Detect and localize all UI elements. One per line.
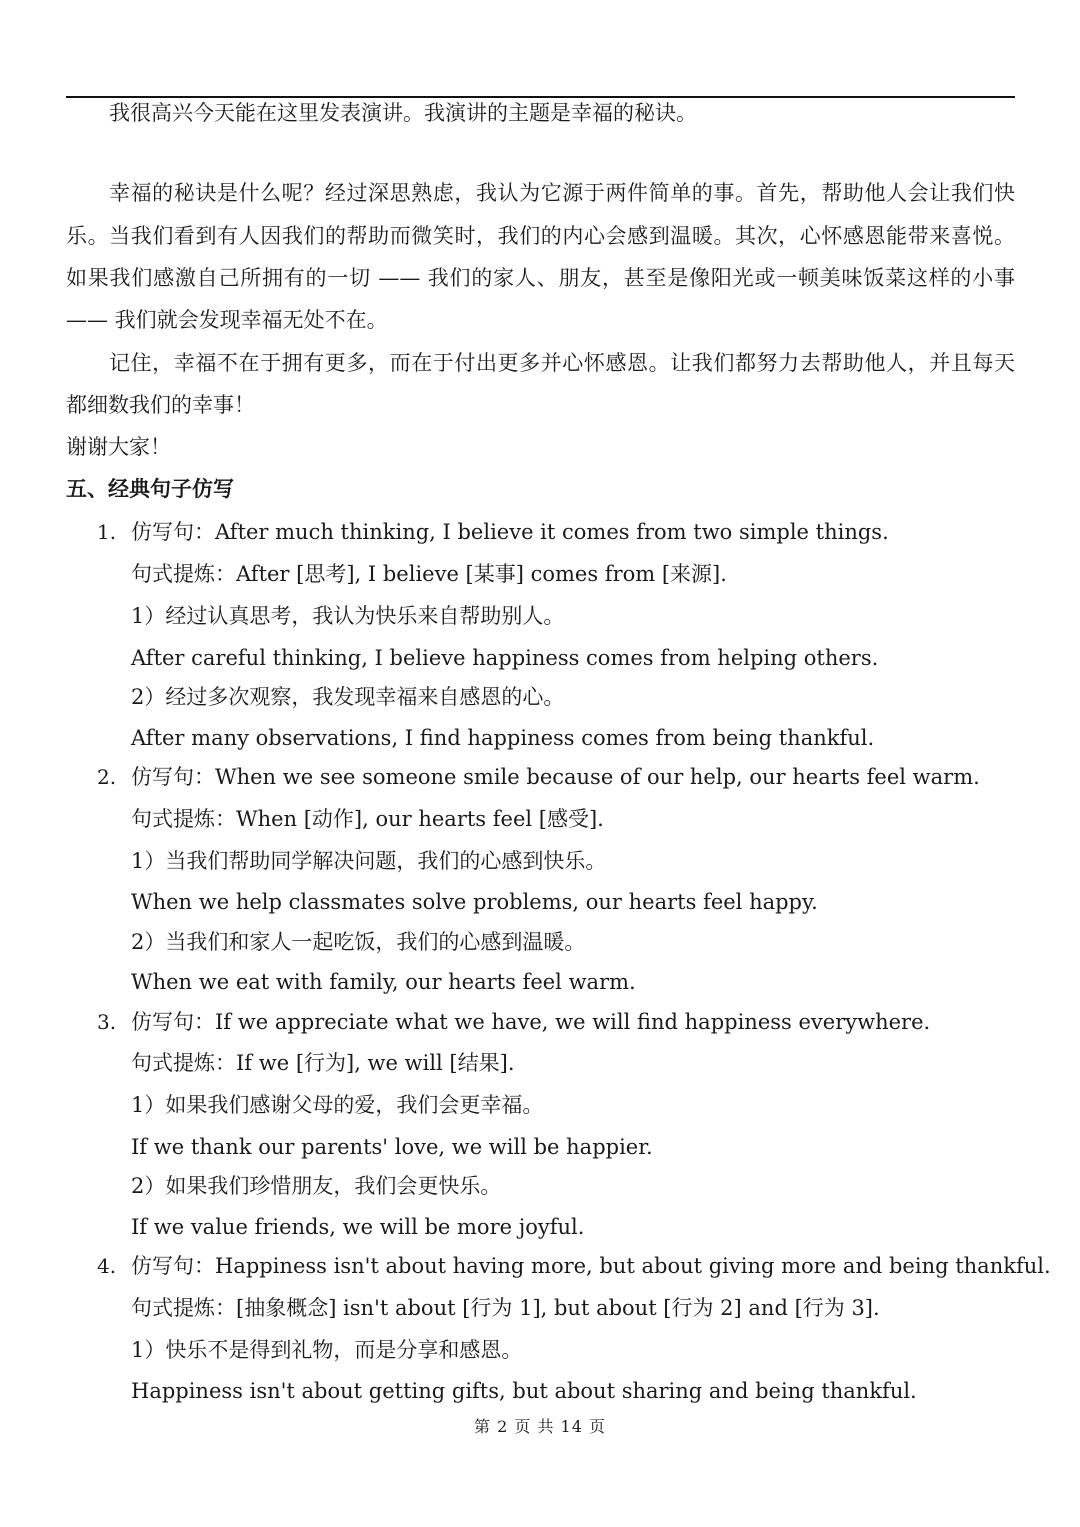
para1-line-2: 乐。当我们看到有人因我们的帮助而微笑时，我们的内心会感到温暖。其次，心怀感恩能带来喜悦。 [66, 224, 1015, 248]
item-3-example-2-zh: 2）如果我们珍惜朋友，我们会更快乐。 [131, 1174, 502, 1198]
item-3-example-1-en: If we thank our parents' love, we will be happier. [131, 1135, 653, 1159]
item-4-example-1-en: Happiness isn't about getting gifts, but about sharing and being thankful. [131, 1379, 917, 1403]
para1-line-4: —— 我们就会发现幸福无处不在。 [66, 308, 388, 332]
item-1-example-2-zh: 2）经过多次观察，我发现幸福来自感恩的心。 [131, 685, 565, 709]
item-3-number: 3. [97, 1010, 117, 1034]
item-4-pattern: 句式提炼：[抽象概念] isn't about [行为 1], but about [行为 2] and [行为 3]. [131, 1296, 880, 1320]
item-3-sentence: 仿写句：If we appreciate what we have, we will find happiness everywhere. [131, 1010, 931, 1034]
para1-line-1: 幸福的秘诀是什么呢？经过深思熟虑，我认为它源于两件简单的事。首先，帮助他人会让我们快 [109, 181, 1015, 205]
item-3-example-1-zh: 1）如果我们感谢父母的爱，我们会更幸福。 [131, 1093, 544, 1117]
para2-line-2: 都细数我们的幸事！ [66, 393, 255, 417]
item-1-example-1-en: After careful thinking, I believe happiness comes from helping others. [131, 646, 879, 670]
item-3-pattern: 句式提炼：If we [行为], we will [结果]. [131, 1051, 515, 1075]
item-2-example-1-zh: 1）当我们帮助同学解决问题，我们的心感到快乐。 [131, 849, 607, 873]
item-1-example-1-zh: 1）经过认真思考，我认为快乐来自帮助别人。 [131, 604, 565, 628]
item-1-pattern: 句式提炼：After [思考], I believe [某事] comes from [来源]. [131, 562, 727, 586]
para1-line-3: 如果我们感激自己所拥有的一切 —— 我们的家人、朋友，甚至是像阳光或一顿美味饭菜这样的小事 [66, 266, 1015, 290]
item-4-sentence: 仿写句：Happiness isn't about having more, but about giving more and being thankful. [131, 1254, 1051, 1278]
item-4-number: 4. [97, 1254, 117, 1278]
section-title: 五、经典句子仿写 [66, 476, 234, 501]
para2-line-1: 记住，幸福不在于拥有更多，而在于付出更多并心怀感恩。让我们都努力去帮助他人，并且每天 [109, 351, 1015, 375]
item-2-number: 2. [97, 765, 117, 789]
item-2-example-2-zh: 2）当我们和家人一起吃饭，我们的心感到温暖。 [131, 930, 586, 954]
item-1-example-2-en: After many observations, I find happiness comes from being thankful. [131, 726, 875, 750]
intro-line: 我很高兴今天能在这里发表演讲。我演讲的主题是幸福的秘诀。 [109, 101, 697, 125]
item-1-sentence: 仿写句：After much thinking, I believe it comes from two simple things. [131, 520, 889, 544]
item-1-number: 1. [97, 520, 117, 544]
item-3-example-2-en: If we value friends, we will be more joyful. [131, 1215, 585, 1239]
item-4-example-1-zh: 1）快乐不是得到礼物，而是分享和感恩。 [131, 1338, 523, 1362]
item-2-example-2-en: When we eat with family, our hearts feel warm. [131, 970, 636, 994]
page-footer: 第 2 页 共 14 页 [474, 1417, 606, 1436]
item-2-pattern: 句式提炼：When [动作], our hearts feel [感受]. [131, 807, 604, 831]
thanks-line: 谢谢大家！ [66, 435, 171, 459]
item-2-sentence: 仿写句：When we see someone smile because of our help, our hearts feel warm. [131, 765, 980, 789]
item-2-example-1-en: When we help classmates solve problems, our hearts feel happy. [131, 890, 818, 914]
